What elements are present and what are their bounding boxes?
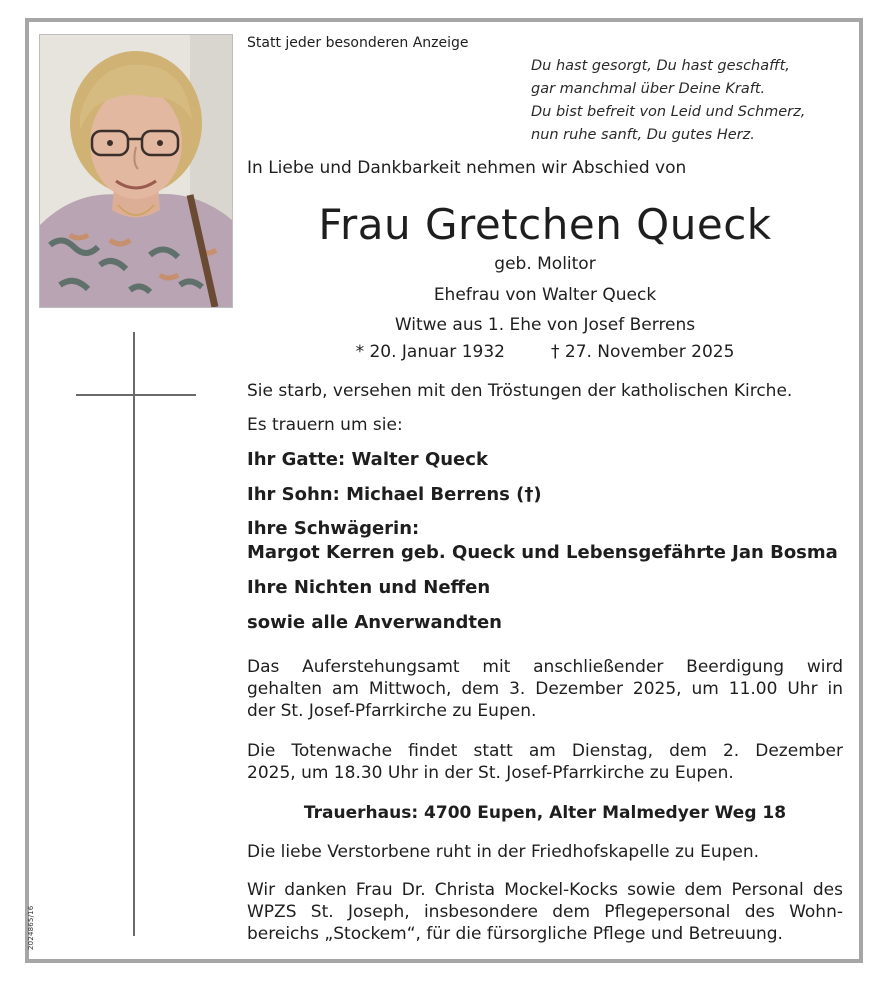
funeral-line: gehalten am Mittwoch, dem 3. Dezember 2025, um 11.00 Uhr in (247, 679, 843, 699)
cross-vertical-bar (133, 332, 135, 936)
thanks-paragraph (247, 879, 843, 945)
thanks-line: bereichs „Stockem“, für die fürsorgliche Pflege und Betreuung. (247, 924, 783, 944)
death-date: † 27. November 2025 (550, 342, 735, 362)
life-dates (247, 342, 843, 362)
wake-line: 2025, um 18.30 Uhr in der St. Josef-Pfarrkirche zu Eupen. (247, 763, 734, 783)
reference-number: 2024865/16 (27, 905, 35, 950)
poem (531, 55, 805, 147)
mourner-nieces-nephews: Ihre Nichten und Neffen (247, 577, 491, 598)
wake-line: Die Totenwache findet statt am Dienstag, dem 2. Dezember (247, 741, 843, 761)
portrait-photo (39, 34, 233, 308)
birth-date: * 20. Januar 1932 (355, 342, 505, 362)
mourner-husband: Ihr Gatte: Walter Queck (247, 449, 488, 470)
mourner-sister-in-law: Margot Kerren geb. Queck und Lebensgefährte Jan Bosma (247, 542, 838, 563)
poem-line: nun ruhe sanft, Du gutes Herz. (531, 127, 755, 143)
mourner-son: Ihr Sohn: Michael Berrens (†) (247, 484, 542, 505)
poem-line: gar manchmal über Deine Kraft. (531, 81, 766, 97)
deceased-name: Frau Gretchen Queck (318, 200, 772, 249)
notice-header: Statt jeder besonderen Anzeige (247, 35, 469, 51)
funeral-paragraph (247, 656, 843, 722)
mourning-house: Trauerhaus: 4700 Eupen, Alter Malmedyer Weg 18 (303, 803, 787, 823)
poem-line: Du bist befreit von Leid und Schmerz, (531, 104, 806, 120)
spouse-line: Ehefrau von Walter Queck (433, 285, 657, 305)
intro-text: In Liebe und Dankbarkeit nehmen wir Abschied von (247, 158, 687, 178)
funeral-line: Das Auferstehungsamt mit anschließender Beerdigung wird (247, 657, 843, 677)
thanks-line: Wir danken Frau Dr. Christa Mockel-Kocks sowie dem Personal des (247, 880, 843, 900)
resting-place: Die liebe Verstorbene ruht in der Friedhofskapelle zu Eupen. (247, 842, 760, 862)
death-statement: Sie starb, versehen mit den Tröstungen der katholischen Kirche. (247, 381, 793, 401)
cross-horizontal-bar (76, 394, 196, 396)
mourner-sister-in-law-label: Ihre Schwägerin: (247, 518, 420, 539)
widow-line: Witwe aus 1. Ehe von Josef Berrens (394, 315, 696, 335)
cross-symbol (76, 332, 196, 938)
funeral-line: der St. Josef-Pfarrkirche zu Eupen. (247, 701, 537, 721)
wake-paragraph (247, 740, 843, 784)
mourners-intro: Es trauern um sie: (247, 415, 403, 435)
poem-line: Du hast gesorgt, Du hast geschafft, (531, 58, 790, 74)
mourner-relatives: sowie alle Anverwandten (247, 612, 502, 633)
birth-name: geb. Molitor (494, 254, 596, 274)
thanks-line: WPZS St. Joseph, insbesondere dem Pflegepersonal des Wohn- (247, 902, 843, 922)
